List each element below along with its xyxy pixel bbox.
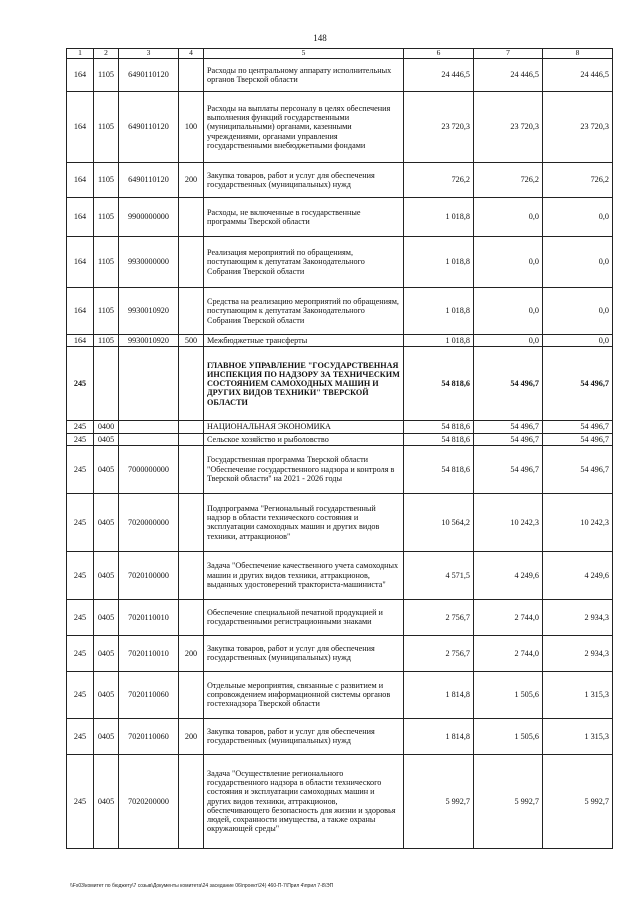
cell-amount-year-3: 2 934,3 <box>543 599 613 635</box>
cell-target-code: 9930000000 <box>119 237 179 288</box>
file-path-footer: \\Fs03\комитет по бюджету\7 созыв\Документы комитета\24 заседание 06\проект\24) 460-П-7\Прил 4\прил 7-8\ЭП <box>70 883 334 889</box>
cell-section-code: 0405 <box>94 493 119 551</box>
cell-section-code: 0405 <box>94 635 119 671</box>
cell-amount-year-3: 726,2 <box>543 163 613 198</box>
table-row <box>67 198 613 237</box>
cell-section-code: 1105 <box>94 237 119 288</box>
table-row <box>67 335 613 347</box>
cell-description: Задача "Осуществление регионального государственного надзора в области технического состояния и эксплуатации самоходных машин и других видов техники, аттракционов, обеспечивающего безопасность для жизни и здоровья людей, сохранности имущества, а также охраны окружающей среды" <box>204 754 404 848</box>
cell-description: НАЦИОНАЛЬНАЯ ЭКОНОМИКА <box>204 421 404 433</box>
cell-target-code: 9930010920 <box>119 288 179 335</box>
cell-section-code: 0400 <box>94 421 119 433</box>
cell-target-code: 6490110120 <box>119 163 179 198</box>
cell-description: ГЛАВНОЕ УПРАВЛЕНИЕ "ГОСУДАРСТВЕННАЯ ИНСПЕКЦИЯ ПО НАДЗОРУ ЗА ТЕХНИЧЕСКИМ СОСТОЯНИЕМ САМОХОДНЫХ МАШИН И ДРУГИХ ВИДОВ ТЕХНИКИ" ТВЕРСКОЙ ОБЛАСТИ <box>204 347 404 421</box>
cell-amount-year-1: 1 018,8 <box>404 198 474 237</box>
cell-section-code: 1105 <box>94 335 119 347</box>
cell-section-code: 1105 <box>94 59 119 92</box>
cell-amount-year-2: 1 505,6 <box>474 671 543 718</box>
cell-admin-code: 245 <box>67 421 94 433</box>
cell-target-code: 9930010920 <box>119 335 179 347</box>
cell-amount-year-1: 54 818,6 <box>404 347 474 421</box>
cell-target-code <box>119 421 179 433</box>
cell-section-code: 0405 <box>94 599 119 635</box>
cell-expense-type <box>179 551 204 599</box>
cell-expense-type <box>179 445 204 493</box>
cell-amount-year-2: 54 496,7 <box>474 445 543 493</box>
cell-admin-code: 245 <box>67 433 94 445</box>
cell-expense-type <box>179 288 204 335</box>
cell-admin-code: 245 <box>67 445 94 493</box>
cell-description: Отдельные мероприятия, связанные с развитием и сопровождением информационной системы органов гостехнадзора Тверской области <box>204 671 404 718</box>
header-row <box>67 49 613 59</box>
cell-admin-code: 245 <box>67 599 94 635</box>
cell-amount-year-2: 0,0 <box>474 288 543 335</box>
cell-amount-year-3: 54 496,7 <box>543 433 613 445</box>
cell-amount-year-1: 24 446,5 <box>404 59 474 92</box>
header-col-1: 1 <box>67 49 94 59</box>
cell-amount-year-1: 54 818,6 <box>404 445 474 493</box>
cell-section-code: 0405 <box>94 671 119 718</box>
cell-expense-type <box>179 671 204 718</box>
cell-description: Обеспечение специальной печатной продукцией и государственными регистрационными знаками <box>204 599 404 635</box>
table-row <box>67 421 613 433</box>
cell-amount-year-1: 4 571,5 <box>404 551 474 599</box>
cell-description: Межбюджетные трансферты <box>204 335 404 347</box>
cell-expense-type <box>179 421 204 433</box>
table-row <box>67 551 613 599</box>
cell-amount-year-2: 2 744,0 <box>474 599 543 635</box>
cell-amount-year-1: 23 720,3 <box>404 92 474 163</box>
cell-description: Реализация мероприятий по обращениям, поступающим к депутатам Законодательного Собрания Тверской области <box>204 237 404 288</box>
cell-expense-type <box>179 599 204 635</box>
table-row <box>67 347 613 421</box>
cell-amount-year-1: 1 018,8 <box>404 335 474 347</box>
cell-target-code: 9900000000 <box>119 198 179 237</box>
cell-target-code: 7020110010 <box>119 599 179 635</box>
cell-amount-year-2: 0,0 <box>474 335 543 347</box>
cell-amount-year-1: 5 992,7 <box>404 754 474 848</box>
cell-amount-year-1: 54 818,6 <box>404 433 474 445</box>
table-row <box>67 445 613 493</box>
cell-section-code <box>94 347 119 421</box>
cell-target-code: 7020110060 <box>119 718 179 754</box>
cell-section-code: 0405 <box>94 445 119 493</box>
cell-amount-year-2: 23 720,3 <box>474 92 543 163</box>
cell-target-code: 7020110060 <box>119 671 179 718</box>
cell-amount-year-3: 0,0 <box>543 288 613 335</box>
cell-amount-year-1: 54 818,6 <box>404 421 474 433</box>
table-row <box>67 163 613 198</box>
header-col-7: 7 <box>474 49 543 59</box>
cell-admin-code: 164 <box>67 163 94 198</box>
cell-description: Государственная программа Тверской области "Обеспечение государственного надзора и контроля в Тверской области" на 2021 - 2026 годы <box>204 445 404 493</box>
cell-amount-year-3: 0,0 <box>543 237 613 288</box>
cell-expense-type <box>179 433 204 445</box>
cell-amount-year-3: 10 242,3 <box>543 493 613 551</box>
cell-amount-year-1: 1 018,8 <box>404 237 474 288</box>
cell-amount-year-1: 10 564,2 <box>404 493 474 551</box>
cell-description: Сельское хозяйство и рыболовство <box>204 433 404 445</box>
cell-expense-type <box>179 198 204 237</box>
cell-admin-code: 245 <box>67 671 94 718</box>
cell-description: Средства на реализацию мероприятий по обращениям, поступающим к депутатам Законодательного Собрания Тверской области <box>204 288 404 335</box>
cell-expense-type <box>179 237 204 288</box>
cell-admin-code: 164 <box>67 288 94 335</box>
cell-admin-code: 245 <box>67 718 94 754</box>
cell-admin-code: 164 <box>67 92 94 163</box>
cell-amount-year-2: 54 496,7 <box>474 421 543 433</box>
cell-amount-year-3: 54 496,7 <box>543 421 613 433</box>
cell-amount-year-1: 2 756,7 <box>404 635 474 671</box>
cell-expense-type: 200 <box>179 635 204 671</box>
table-row <box>67 493 613 551</box>
cell-description: Расходы на выплаты персоналу в целях обеспечения выполнения функций государственными (муниципальными) органами, казенными учреждениями, органами управления государственными внебюджетными фондами <box>204 92 404 163</box>
cell-admin-code: 164 <box>67 237 94 288</box>
cell-expense-type: 500 <box>179 335 204 347</box>
cell-expense-type: 200 <box>179 163 204 198</box>
cell-amount-year-3: 24 446,5 <box>543 59 613 92</box>
header-col-4: 4 <box>179 49 204 59</box>
table-row <box>67 671 613 718</box>
table-row <box>67 92 613 163</box>
table-row <box>67 599 613 635</box>
table-row <box>67 59 613 92</box>
cell-amount-year-2: 24 446,5 <box>474 59 543 92</box>
cell-amount-year-3: 54 496,7 <box>543 445 613 493</box>
cell-section-code: 0405 <box>94 433 119 445</box>
cell-amount-year-1: 1 814,8 <box>404 671 474 718</box>
cell-admin-code: 245 <box>67 635 94 671</box>
cell-target-code: 7020100000 <box>119 551 179 599</box>
cell-target-code: 7020000000 <box>119 493 179 551</box>
cell-section-code: 0405 <box>94 754 119 848</box>
cell-section-code: 1105 <box>94 288 119 335</box>
cell-description: Расходы, не включенные в государственные программы Тверской области <box>204 198 404 237</box>
cell-expense-type: 100 <box>179 92 204 163</box>
cell-amount-year-3: 1 315,3 <box>543 671 613 718</box>
cell-amount-year-2: 54 496,7 <box>474 433 543 445</box>
cell-target-code: 7020200000 <box>119 754 179 848</box>
cell-amount-year-3: 5 992,7 <box>543 754 613 848</box>
cell-amount-year-3: 0,0 <box>543 335 613 347</box>
cell-target-code <box>119 347 179 421</box>
cell-amount-year-2: 0,0 <box>474 237 543 288</box>
cell-description: Расходы по центральному аппарату исполнительных органов Тверской области <box>204 59 404 92</box>
cell-admin-code: 245 <box>67 754 94 848</box>
cell-amount-year-1: 2 756,7 <box>404 599 474 635</box>
table-row <box>67 754 613 848</box>
header-col-8: 8 <box>543 49 613 59</box>
cell-expense-type <box>179 754 204 848</box>
cell-target-code: 7000000000 <box>119 445 179 493</box>
cell-section-code: 1105 <box>94 198 119 237</box>
cell-amount-year-2: 2 744,0 <box>474 635 543 671</box>
header-col-6: 6 <box>404 49 474 59</box>
budget-table <box>66 48 613 849</box>
header-col-5: 5 <box>204 49 404 59</box>
cell-section-code: 0405 <box>94 718 119 754</box>
header-col-2: 2 <box>94 49 119 59</box>
cell-expense-type <box>179 493 204 551</box>
cell-amount-year-2: 54 496,7 <box>474 347 543 421</box>
cell-target-code: 7020110010 <box>119 635 179 671</box>
cell-amount-year-2: 5 992,7 <box>474 754 543 848</box>
cell-target-code <box>119 433 179 445</box>
cell-amount-year-2: 10 242,3 <box>474 493 543 551</box>
cell-description: Закупка товаров, работ и услуг для обеспечения государственных (муниципальных) нужд <box>204 163 404 198</box>
cell-expense-type <box>179 347 204 421</box>
cell-section-code: 1105 <box>94 92 119 163</box>
table-row <box>67 237 613 288</box>
cell-amount-year-1: 726,2 <box>404 163 474 198</box>
cell-admin-code: 245 <box>67 347 94 421</box>
cell-description: Закупка товаров, работ и услуг для обеспечения государственных (муниципальных) нужд <box>204 718 404 754</box>
cell-section-code: 0405 <box>94 551 119 599</box>
cell-expense-type <box>179 59 204 92</box>
cell-admin-code: 164 <box>67 335 94 347</box>
cell-admin-code: 245 <box>67 551 94 599</box>
cell-amount-year-2: 0,0 <box>474 198 543 237</box>
cell-amount-year-3: 23 720,3 <box>543 92 613 163</box>
cell-admin-code: 245 <box>67 493 94 551</box>
cell-target-code: 6490110120 <box>119 59 179 92</box>
cell-admin-code: 164 <box>67 198 94 237</box>
cell-section-code: 1105 <box>94 163 119 198</box>
page-number: 148 <box>313 33 327 43</box>
cell-amount-year-2: 726,2 <box>474 163 543 198</box>
cell-amount-year-3: 54 496,7 <box>543 347 613 421</box>
table-row <box>67 288 613 335</box>
cell-amount-year-2: 4 249,6 <box>474 551 543 599</box>
cell-amount-year-3: 1 315,3 <box>543 718 613 754</box>
table-row <box>67 718 613 754</box>
cell-amount-year-2: 1 505,6 <box>474 718 543 754</box>
table-row <box>67 635 613 671</box>
cell-description: Задача "Обеспечение качественного учета самоходных машин и других видов техники, аттракционов, выданных удостоверений тракториста-машиниста" <box>204 551 404 599</box>
cell-amount-year-3: 0,0 <box>543 198 613 237</box>
cell-amount-year-3: 4 249,6 <box>543 551 613 599</box>
cell-admin-code: 164 <box>67 59 94 92</box>
cell-amount-year-1: 1 814,8 <box>404 718 474 754</box>
cell-amount-year-3: 2 934,3 <box>543 635 613 671</box>
cell-amount-year-1: 1 018,8 <box>404 288 474 335</box>
cell-description: Подпрограмма "Региональный государственный надзор в области технического состояния и эксплуатации самоходных машин и других видов техники, аттракционов" <box>204 493 404 551</box>
cell-target-code: 6490110120 <box>119 92 179 163</box>
header-col-3: 3 <box>119 49 179 59</box>
cell-expense-type: 200 <box>179 718 204 754</box>
cell-description: Закупка товаров, работ и услуг для обеспечения государственных (муниципальных) нужд <box>204 635 404 671</box>
table-row <box>67 433 613 445</box>
